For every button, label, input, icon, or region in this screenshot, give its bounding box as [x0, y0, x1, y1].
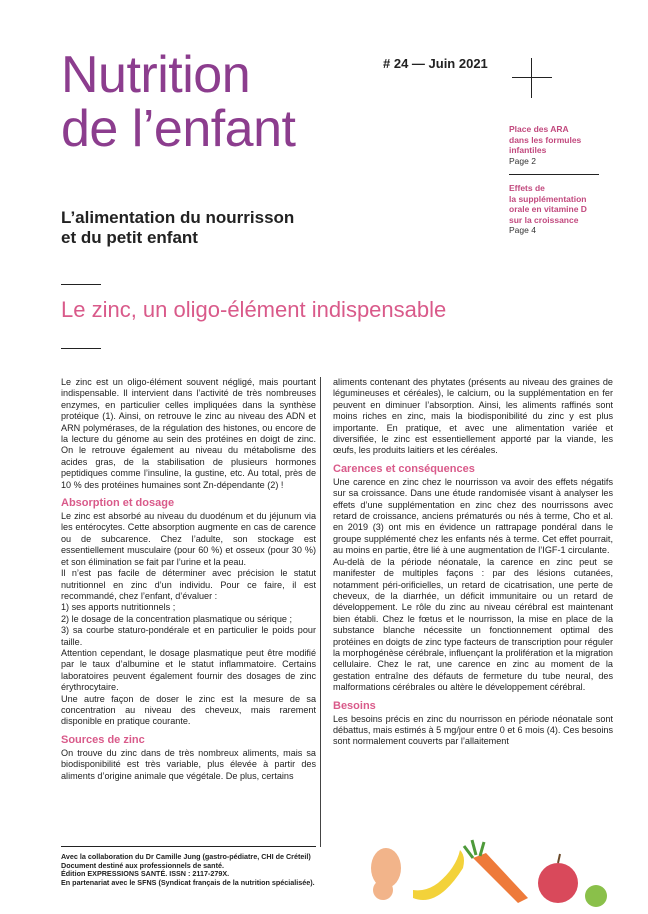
divider-top: [61, 284, 101, 285]
column-separator: [320, 377, 321, 847]
paragraph: Attention cependant, le dosage plasmatique peut être modifié par le taux d’albumine et le statut inflammatoire. Certains laboratoires peuvent également fournir des dosages de zinc érythrocytaire.: [61, 647, 316, 693]
article-column-1: [61, 377, 316, 782]
paragraph: Au-delà de la période néonatale, la carence en zinc peut se manifester de multiples façons : par des lésions cutanées, notamment péri-orificielles, un retard de cicatrisation, une perte de cheveux, de la diarrhée, un déficit immunitaire ou un retard de développement. Le rôle du zinc au niveau cérébral est maintenant bien établi. Chez le fœtus et le nourrisson, la mise en place de la substance blanche nécessite un fonctionnement optimal des protéines en doigts de zinc type facteurs de transcription pour réguler la morphogénèse cérébrale, influençant la prolifération et la migration cellulaire. Chez le rat, une carence en zinc au moment de la gestation entraîne des défauts de fermeture du tube neural, des malformations cérébrales ou altère le développement cérébral.: [333, 556, 613, 693]
subtitle: [61, 208, 381, 248]
toc-item-title: Place des ARA dans les formules infantiles: [509, 124, 582, 155]
section-heading-carences: Carences et conséquences: [333, 462, 475, 475]
subtitle-line-2: et du petit enfant: [61, 228, 198, 247]
paragraph: Les besoins précis en zinc du nourrisson en période néonatale sont débattus, mais estimés à 5 mg/jour entre 0 et 6 mois (4). Ces besoins sont normalement couverts par l’allaitement: [333, 713, 614, 747]
masthead-title: [61, 48, 381, 156]
credit-line: En partenariat avec le SFNS (Syndicat français de la nutrition spécialisée).: [61, 877, 315, 887]
toc-item-ara[interactable]: [509, 124, 619, 166]
footer-divider: [61, 846, 316, 847]
list-item: 2) le dosage de la concentration plasmatique ou sérique ;: [61, 613, 293, 624]
lime-icon: [585, 885, 607, 907]
issue-number: # 24 — Juin 2021: [383, 56, 488, 71]
list-item: 1) ses apports nutritionnels ;: [61, 602, 176, 613]
list-item: 3) sa courbe staturo-pondérale et en particulier le poids pour taille.: [61, 625, 316, 647]
toc-divider: [509, 174, 599, 175]
intro-paragraph: Le zinc est un oligo-élément souvent négligé, mais pourtant indispensable. Il intervient dans l’activité de très nombreuses enzymes, en particulier celles impliquées dans la synthèse protéique (1). Ainsi, on retrouve le zinc au niveau des ADN et ARN polymérases, de la régulation des histones, ou encore de la lecture du génome au sein des protéines en doigt de zinc. On le retrouve également au niveau du métabolisme des acides gras, de la stabilisation de plusieurs hormones peptidiques comme l’insuline, la gustine, etc. Au total, près de 10 % des protéines humaines sont Zn-dépendante (2) !: [61, 377, 316, 490]
subtitle-line-1: L’alimentation du nourrisson: [61, 208, 295, 227]
credit-line: Document destiné aux professionnels de santé.: [61, 860, 224, 870]
fruit-illustration: [368, 828, 618, 908]
masthead-line-2: de l’enfant: [61, 100, 296, 158]
paragraph: Il n’est pas facile de déterminer avec précision le statut nutritionnel en zinc d’un individu. Pour ce faire, il est recommandé, chez l’enfant, d’évaluer :: [61, 568, 316, 601]
paragraph: On trouve du zinc dans de très nombreux aliments, mais sa biodisponibilité est très variable, plus élevée à partir des aliments d’origine animale que végétale. De plus, certains: [61, 747, 316, 781]
credit-line: Avec la collaboration du Dr Camille Jung (gastro-pédiatre, CHI de Créteil): [61, 852, 311, 861]
divider-bottom: [61, 348, 101, 349]
paragraph: Le zinc est absorbé au niveau du duodénum et du jéjunum via les entérocytes. Cette absorption augmente en cas de carence ou de subcarence. Chez l’adulte, son stockage est essentiellement musculaire (pour 60 %) et osseux (pour 30 %) et son élimination se fait par l’urine et la peau.: [61, 511, 316, 567]
baby-head-icon: [371, 848, 401, 900]
article-column-2: [333, 377, 613, 748]
masthead-line-1: Nutrition: [61, 46, 251, 104]
table-of-contents: [509, 124, 619, 244]
paragraph: aliments contenant des phytates (présents au niveau des graines de légumineuses et céréales), le calcium, ou la supplémentation en fer peuvent en diminuer l’absorption. Ainsi, les aliments raffinés sont moins riches en zinc, mais la biodisponibilité du zinc y est plus importante. En pratique, et avec une alimentation variée et diversifiée, le zinc est essentiellement apporté par la viande, les œufs, les produits laitiers et les céréales.: [333, 377, 613, 456]
toc-item-page: Page 4: [509, 225, 536, 235]
article-headline: Le zinc, un oligo-élément indispensable: [61, 297, 447, 322]
section-heading-besoins: Besoins: [333, 699, 376, 712]
section-heading-sources: Sources de zinc: [61, 733, 145, 746]
crosshair-mark: [512, 58, 552, 98]
paragraph: Une carence en zinc chez le nourrisson va avoir des effets négatifs sur sa croissance. Dans une étude randomisée visant à analyser les effets d’une supplémentation en zinc chez des nourrissons avec retard de croissance, anciens prématurés ou nés à terme, Cho et al. en 2019 (3) ont mis en évidence un rattrapage pondéral dans le groupe supplémenté chez les enfants nés à terme. Cet effet pourrait, au moins en partie, être lié à une augmentation de l’IGF-1 circulante.: [333, 476, 613, 556]
toc-item-title: Effets de la supplémentation orale en vitamine D sur la croissance: [509, 183, 587, 225]
credit-line: Édition EXPRESSIONS SANTÉ. ISSN : 2117-279X.: [61, 869, 230, 879]
banana-icon: [413, 850, 464, 900]
credits: [61, 853, 341, 887]
toc-item-page: Page 2: [509, 155, 536, 166]
apple-icon: [538, 854, 578, 903]
carrot-icon: [464, 840, 528, 903]
paragraph: Une autre façon de doser le zinc est la mesure de sa concentration au niveau des cheveux, mais rarement disponible en pratique courante.: [61, 693, 316, 727]
section-heading-absorption: Absorption et dosage: [61, 497, 175, 510]
toc-item-vitamine-d[interactable]: [509, 183, 619, 236]
